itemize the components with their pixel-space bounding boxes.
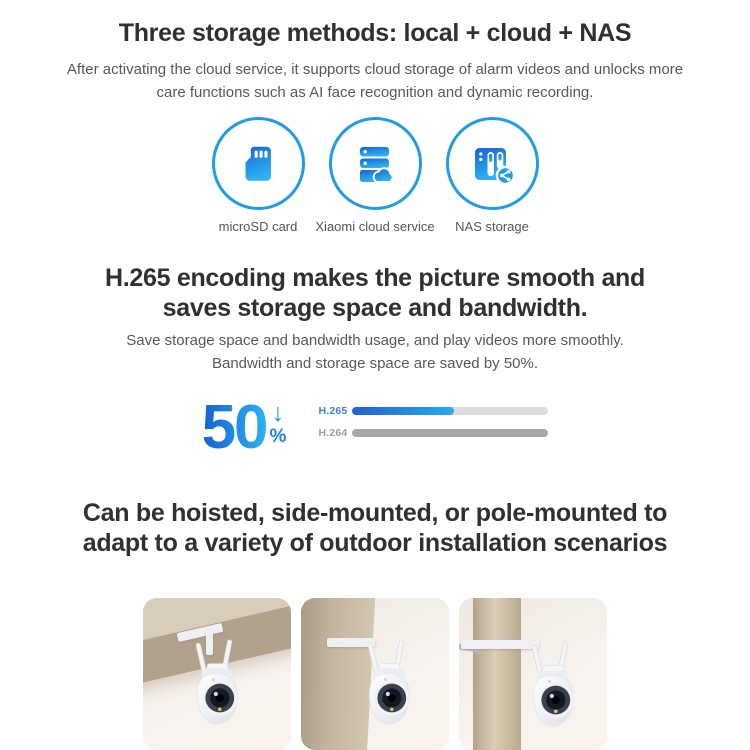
h264-bar-label: H.264 xyxy=(318,427,348,439)
cloud-service-label: Xiaomi cloud service xyxy=(315,219,435,234)
codec-comparison-bar-chart xyxy=(318,407,548,437)
mounting-section-title xyxy=(83,498,668,558)
security-camera-image xyxy=(167,638,263,742)
microsd-card-label: microSD card xyxy=(218,219,298,234)
h264-bar-fill xyxy=(352,429,548,437)
mounting-title-line1: Can be hoisted, side-mounted, or pole-mounted to xyxy=(82,499,668,527)
h265-bar-track xyxy=(352,407,548,415)
network-share-icon xyxy=(497,167,514,184)
savings-percentage-value: 50 xyxy=(201,393,267,462)
security-camera-image xyxy=(339,638,435,742)
storage-methods-row xyxy=(200,117,551,234)
storage-method-cloud xyxy=(317,117,434,234)
encoding-title-line1: H.265 encoding makes the picture smooth and xyxy=(104,264,645,292)
h264-bar-track xyxy=(352,429,548,437)
cloud-server-icon xyxy=(329,117,422,210)
storage-subtitle-line1: After activating the cloud service, it supports cloud storage of alarm videos and unlocks more xyxy=(66,61,684,78)
encoding-section-body xyxy=(126,329,624,375)
scenario-photo-pole-mounted xyxy=(459,598,607,750)
encoding-body-line2: Bandwidth and storage space are saved by 50%. xyxy=(211,355,539,372)
storage-section-title: Three storage methods: local + cloud + NAS xyxy=(118,19,632,47)
storage-section-subtitle xyxy=(67,58,683,104)
nas-storage-icon xyxy=(446,117,539,210)
nas-storage-label: NAS storage xyxy=(455,219,529,234)
storage-subtitle-line2: care functions such as AI face recognition and dynamic recording. xyxy=(156,84,594,101)
storage-method-nas xyxy=(434,117,551,234)
security-camera-image xyxy=(503,640,599,744)
encoding-body-line1: Save storage space and bandwidth usage, and play videos more smoothly. xyxy=(126,332,624,349)
storage-method-microsd xyxy=(200,117,317,234)
microsd-card-icon xyxy=(212,117,305,210)
savings-stat-row xyxy=(201,393,549,462)
encoding-title-line2: saves storage space and bandwidth. xyxy=(162,294,588,322)
scenario-photo-hoisted xyxy=(143,598,291,750)
savings-percent-sign: % xyxy=(269,426,287,447)
savings-stat-side xyxy=(270,400,287,448)
mounting-scenarios-row xyxy=(143,598,607,750)
arrow-down-icon: ↓ xyxy=(271,399,285,427)
mounting-title-line2: adapt to a variety of outdoor installation scenarios xyxy=(82,529,668,557)
h265-bar-label: H.265 xyxy=(318,405,348,417)
h265-bar-fill xyxy=(352,407,454,415)
h264-bar-row xyxy=(318,429,548,437)
h265-bar-row xyxy=(318,407,548,415)
encoding-section-title xyxy=(105,263,645,323)
scenario-photo-side-mounted xyxy=(301,598,449,750)
